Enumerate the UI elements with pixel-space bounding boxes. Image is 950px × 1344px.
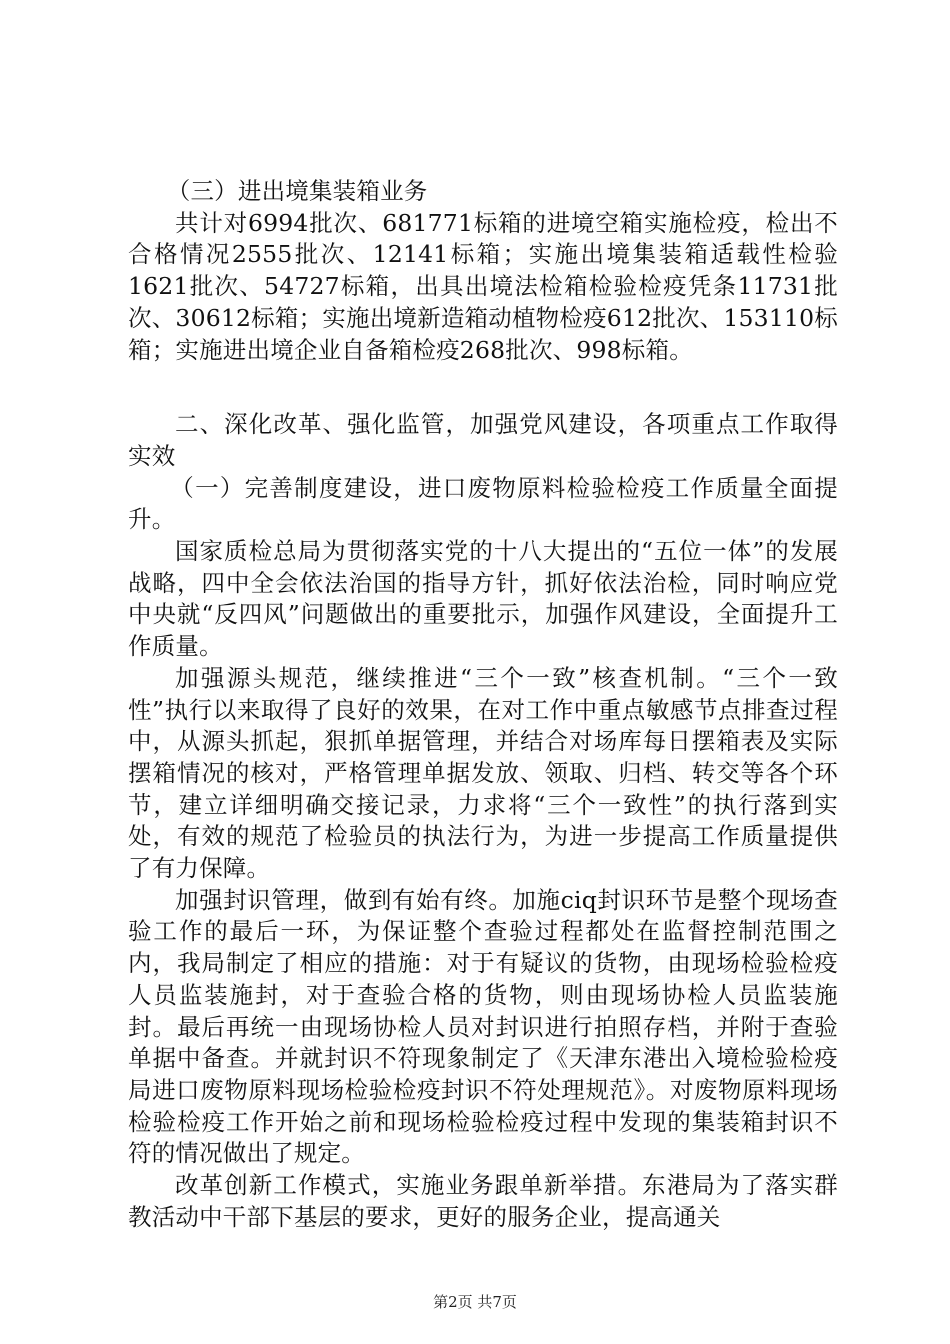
- body-paragraph-3: 加强封识管理，做到有始有终。加施ciq封识环节是整个现场查验工作的最后一环，为保证整个查验过程都处在监督控制范围之内，我局制定了相应的措施：对于有疑议的货物，由现场检验检疫人员监装施封，对于查验合格的货物，则由现场协检人员监装施封。最后再统一由现场协检人员对封识进行拍照存档，并附于查验单据中备查。并就封识不符现象制定了《天津东港出入境检验检疫局进口废物原料现场检验检疫封识不符处理规范》。对废物原料现场检验检疫工作开始之前和现场检验检疫过程中发现的集装箱封识不符的情况做出了规定。: [128, 885, 838, 1168]
- body-paragraph-2: 加强源头规范，继续推进“三个一致”核查机制。“三个一致性”执行以来取得了良好的效果，在对工作中重点敏感节点排查过程中，从源头抓起，狠抓单据管理，并结合对场库每日摆箱表及实际摆箱情况的核对，严格管理单据发放、领取、归档、转交等各个环节，建立详细明确交接记录，力求将“三个一致性”的执行落到实处，有效的规范了检验员的执法行为，为进一步提高工作质量提供了有力保障。: [128, 663, 838, 883]
- body-paragraph-1: 国家质检总局为贯彻落实党的十八大提出的“五位一体”的发展战略，四中全会依法治国的指导方针，抓好依法治检，同时响应党中央就“反四风”问题做出的重要批示，加强作风建设，全面提升工作质量。: [128, 537, 838, 661]
- page-indicator: 第2页 共7页: [433, 1293, 517, 1311]
- section-three-heading: （三）进出境集装箱业务: [166, 177, 428, 205]
- subsection-one-heading: （一）完善制度建设，进口废物原料检验检疫工作质量全面提升。: [128, 473, 838, 534]
- body-paragraph-4: 改革创新工作模式，实施业务跟单新举措。东港局为了落实群教活动中干部下基层的要求，更好的服务企业，提高通关: [128, 1171, 838, 1231]
- page-footer: [0, 1291, 950, 1312]
- part-two-heading: 二、深化改革、强化监管，加强党风建设，各项重点工作取得实效: [128, 410, 838, 470]
- document-body: [128, 176, 838, 1234]
- paragraph-spacer: [128, 366, 838, 409]
- section-three-body: 共计对6994批次、681771标箱的进境空箱实施检疫，检出不合格情况2555批次、12141标箱；实施出境集装箱适载性检验1621批次、54727标箱，出具出境法检箱检验检疫凭条11731批次、30612标箱；实施出境新造箱动植物检疫612批次、153110标箱；实施进出境企业自备箱检疫268批次、998标箱。: [128, 208, 838, 364]
